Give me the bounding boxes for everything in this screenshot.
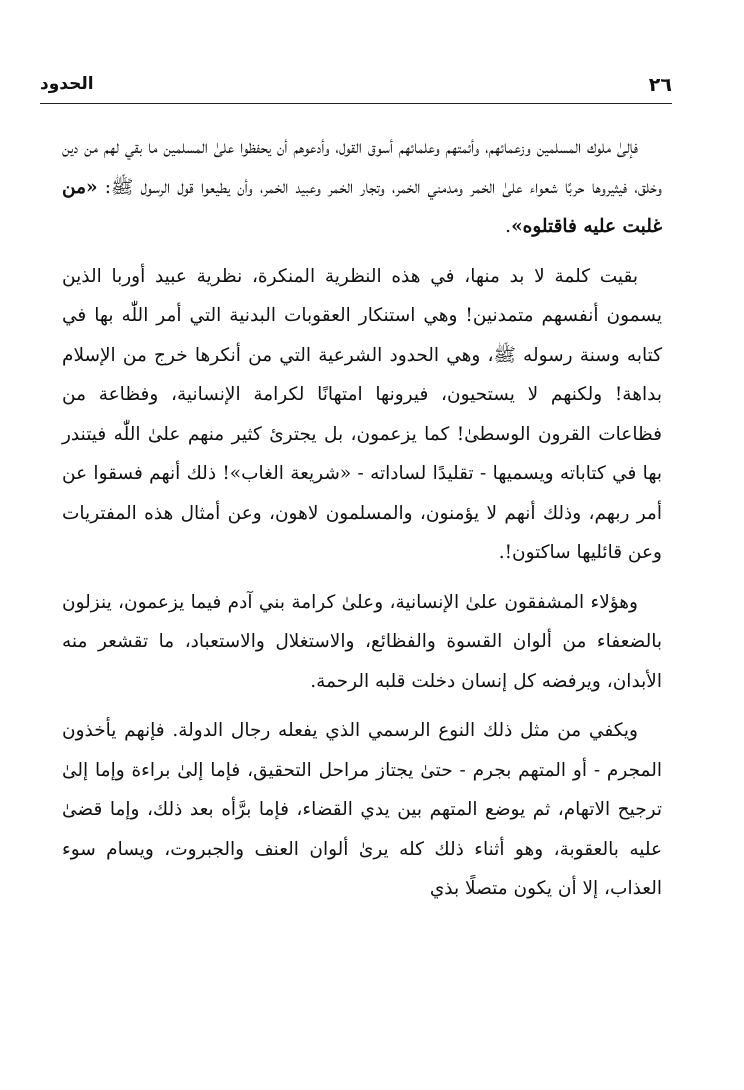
paragraph-end: . — [505, 216, 512, 237]
body-text — [62, 128, 662, 909]
paragraph: وهؤلاء المشفقون علىٰ الإنسانية، وعلىٰ كرامة بني آدم فيما يزعمون، ينزلون بالضعفاء من ألوان القسوة والفظائع، والاستغلال والاستعباد، ما تقشعر منه الأبدان، ويرفضه كل إنسان دخلت قلبه الرحمة. — [62, 591, 662, 692]
page-number: ٢٦ — [648, 74, 672, 96]
hadith-quote: «من غلبت عليه فاقتلوه» — [62, 176, 662, 237]
paragraph-text: فإلىٰ ملوك المسلمين وزعمائهم، وأئمتهم وعلمائهم أسوق القول، وأدعوهم أن يحفظوا علىٰ المسلمين ما بقي لهم من دين وخلق، فيثيروها حربًا شعواء علىٰ الخمر ومدمني الخمر، وتجار الخمر وعبيد الخمر، وأن يطيعوا قول الرسول ﷺ: — [62, 137, 662, 198]
paragraph: ويكفي من مثل ذلك النوع الرسمي الذي يفعله رجال الدولة. فإنهم يأخذون المجرم - أو المتهم بجرم - حتىٰ يجتاز مراحل التحقيق، فإما إلىٰ براءة وإما إلىٰ ترجيح الاتهام، ثم يوضع المتهم بين يدي القضاء، فإما برَّأه بعد ذلك، وإما قضىٰ عليه بالعقوبة، وهو أثناء ذلك كله يرىٰ ألوان العنف والجبروت، ويسام سوء العذاب، إلا أن يكون متصلًا بذي — [62, 720, 662, 899]
page-header — [40, 74, 672, 98]
paragraph — [62, 128, 662, 247]
paragraph: بقيت كلمة لا بد منها، في هذه النظرية المنكرة، نظرية عبيد أوربا الذين يسمون أنفسهم متمدنين! وهي استنكار العقوبات البدنية التي أمر اللّٰه بها في كتابه وسنة رسوله ﷺ، وهي الحدود الشرعية التي من أنكرها خرج من الإسلام بداهة! ولكنهم لا يستحيون، فيرونها امتهانًا لكرامة الإنسانية، وفظاعة من فظاعات القرون الوسطىٰ! كما يزعمون، بل يجترئ كثير منهم علىٰ اللّٰه فيتندر بها في كتاباته ويسميها - تقليدًا لساداته - «شريعة الغاب»! ذلك أنهم فسقوا عن أمر ربهم، وذلك أنهم لا يؤمنون، والمسلمون لاهون، وعن أمثال هذه المفتريات وعن قائليها ساكتون!. — [62, 265, 662, 563]
header-divider — [40, 103, 672, 104]
running-title: الحدود — [40, 74, 94, 94]
